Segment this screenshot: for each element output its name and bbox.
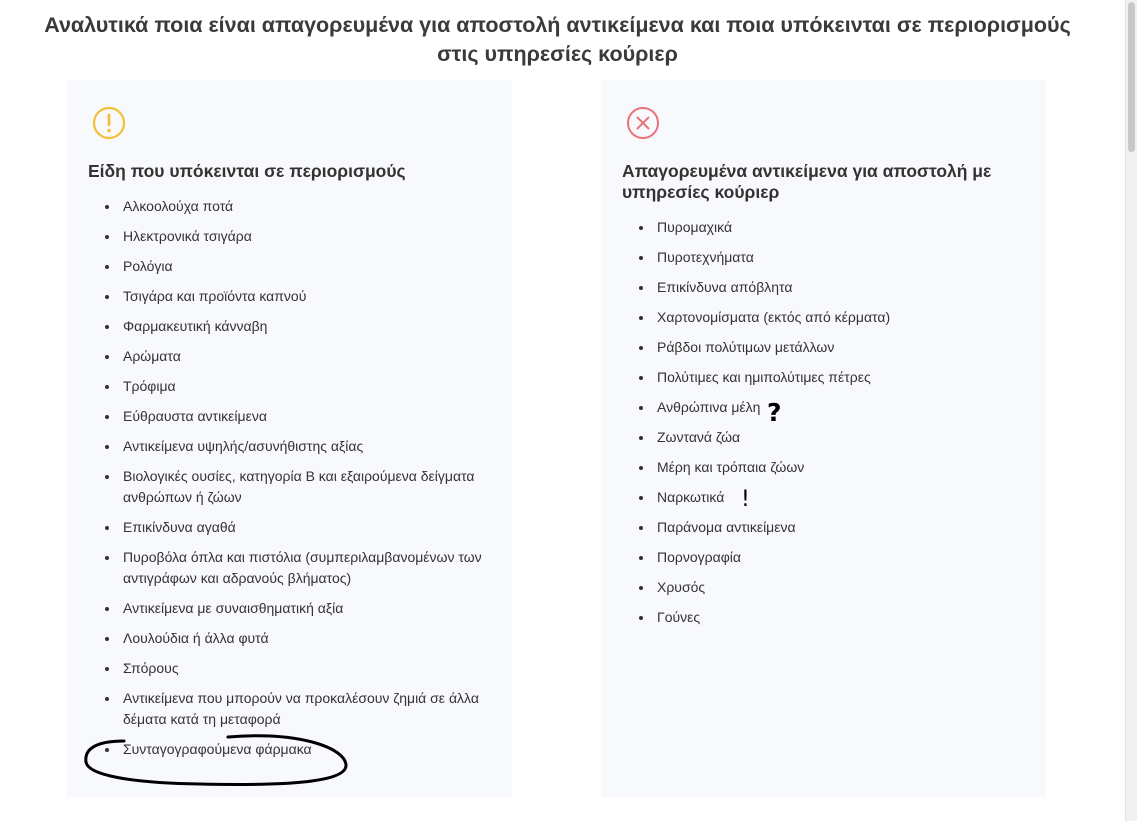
list-item: Αρώματα	[88, 346, 493, 367]
list-item: Σπόρους	[88, 658, 493, 679]
list-item: Χρυσός	[622, 577, 1027, 598]
list-item: Ηλεκτρονικά τσιγάρα	[88, 226, 493, 247]
list-item: Τσιγάρα και προϊόντα καπνού	[88, 286, 493, 307]
list-item: Μέρη και τρόπαια ζώων	[622, 457, 1027, 478]
restricted-heading: Είδη που υπόκεινται σε περιορισμούς	[88, 161, 406, 181]
list-item: Χαρτονομίσματα (εκτός από κέρματα)	[622, 307, 1027, 328]
prohibited-heading: Απαγορευμένα αντικείμενα για αποστολή με υπηρεσίες κούριερ	[622, 161, 992, 202]
list-item: Τρόφιμα	[88, 376, 493, 397]
list-item: Βιολογικές ουσίες, κατηγορία Β και εξαιρούμενα δείγματα ανθρώπων ή ζώων	[88, 466, 493, 508]
list-item: Ανθρώπινα μέλη	[622, 397, 1027, 418]
prohibited-items-card	[601, 80, 1046, 797]
list-item: Ζωντανά ζώα	[622, 427, 1027, 448]
list-item: Πυρομαχικά	[622, 217, 1027, 238]
list-item: Παράνομα αντικείμενα	[622, 517, 1027, 538]
list-item: Πυροβόλα όπλα και πιστόλια (συμπεριλαμβανομένων των αντιγράφων και αδρανούς βλήματος)	[88, 547, 493, 589]
list-item: Ράβδοι πολύτιμων μετάλλων	[622, 337, 1027, 358]
x-circle-icon	[625, 105, 661, 141]
list-item: Αλκοολούχα ποτά	[88, 196, 493, 217]
list-item: Επικίνδυνα αγαθά	[88, 517, 493, 538]
list-item: Γούνες	[622, 607, 1027, 628]
prohibited-list	[622, 217, 1027, 637]
list-item: Επικίνδυνα απόβλητα	[622, 277, 1027, 298]
list-item: Πορνογραφία	[622, 547, 1027, 568]
page-title: Αναλυτικά ποια είναι απαγορευμένα για αποστολή αντικείμενα και ποια υπόκεινται σε περιορισμούς στις υπηρεσίες κούριερ	[44, 13, 1071, 66]
list-item: Πολύτιμες και ημιπολύτιμες πέτρες	[622, 367, 1027, 388]
list-item: Εύθραυστα αντικείμενα	[88, 406, 493, 427]
hand-drawn-exclamation-mark: !	[741, 487, 750, 512]
page-scrollbar[interactable]	[1125, 0, 1137, 821]
list-item: Ρολόγια	[88, 256, 493, 277]
list-item: Λουλούδια ή άλλα φυτά	[88, 628, 493, 649]
list-item: Αντικείμενα με συναισθηματική αξία	[88, 598, 493, 619]
list-item: Αντικείμενα που μπορούν να προκαλέσουν ζημιά σε άλλα δέματα κατά τη μεταφορά	[88, 688, 493, 730]
list-item: Αντικείμενα υψηλής/ασυνήθιστης αξίας	[88, 436, 493, 457]
list-item: Συνταγογραφούμενα φάρμακα	[88, 739, 493, 760]
list-item: Πυροτεχνήματα	[622, 247, 1027, 268]
restricted-list	[88, 196, 493, 769]
restricted-items-card	[67, 80, 512, 797]
exclamation-circle-icon	[91, 105, 127, 141]
list-item: Φαρμακευτική κάνναβη	[88, 316, 493, 337]
scrollbar-thumb[interactable]	[1128, 2, 1135, 152]
list-item: Ναρκωτικά	[622, 487, 1027, 508]
hand-drawn-question-mark: ?	[767, 398, 782, 427]
